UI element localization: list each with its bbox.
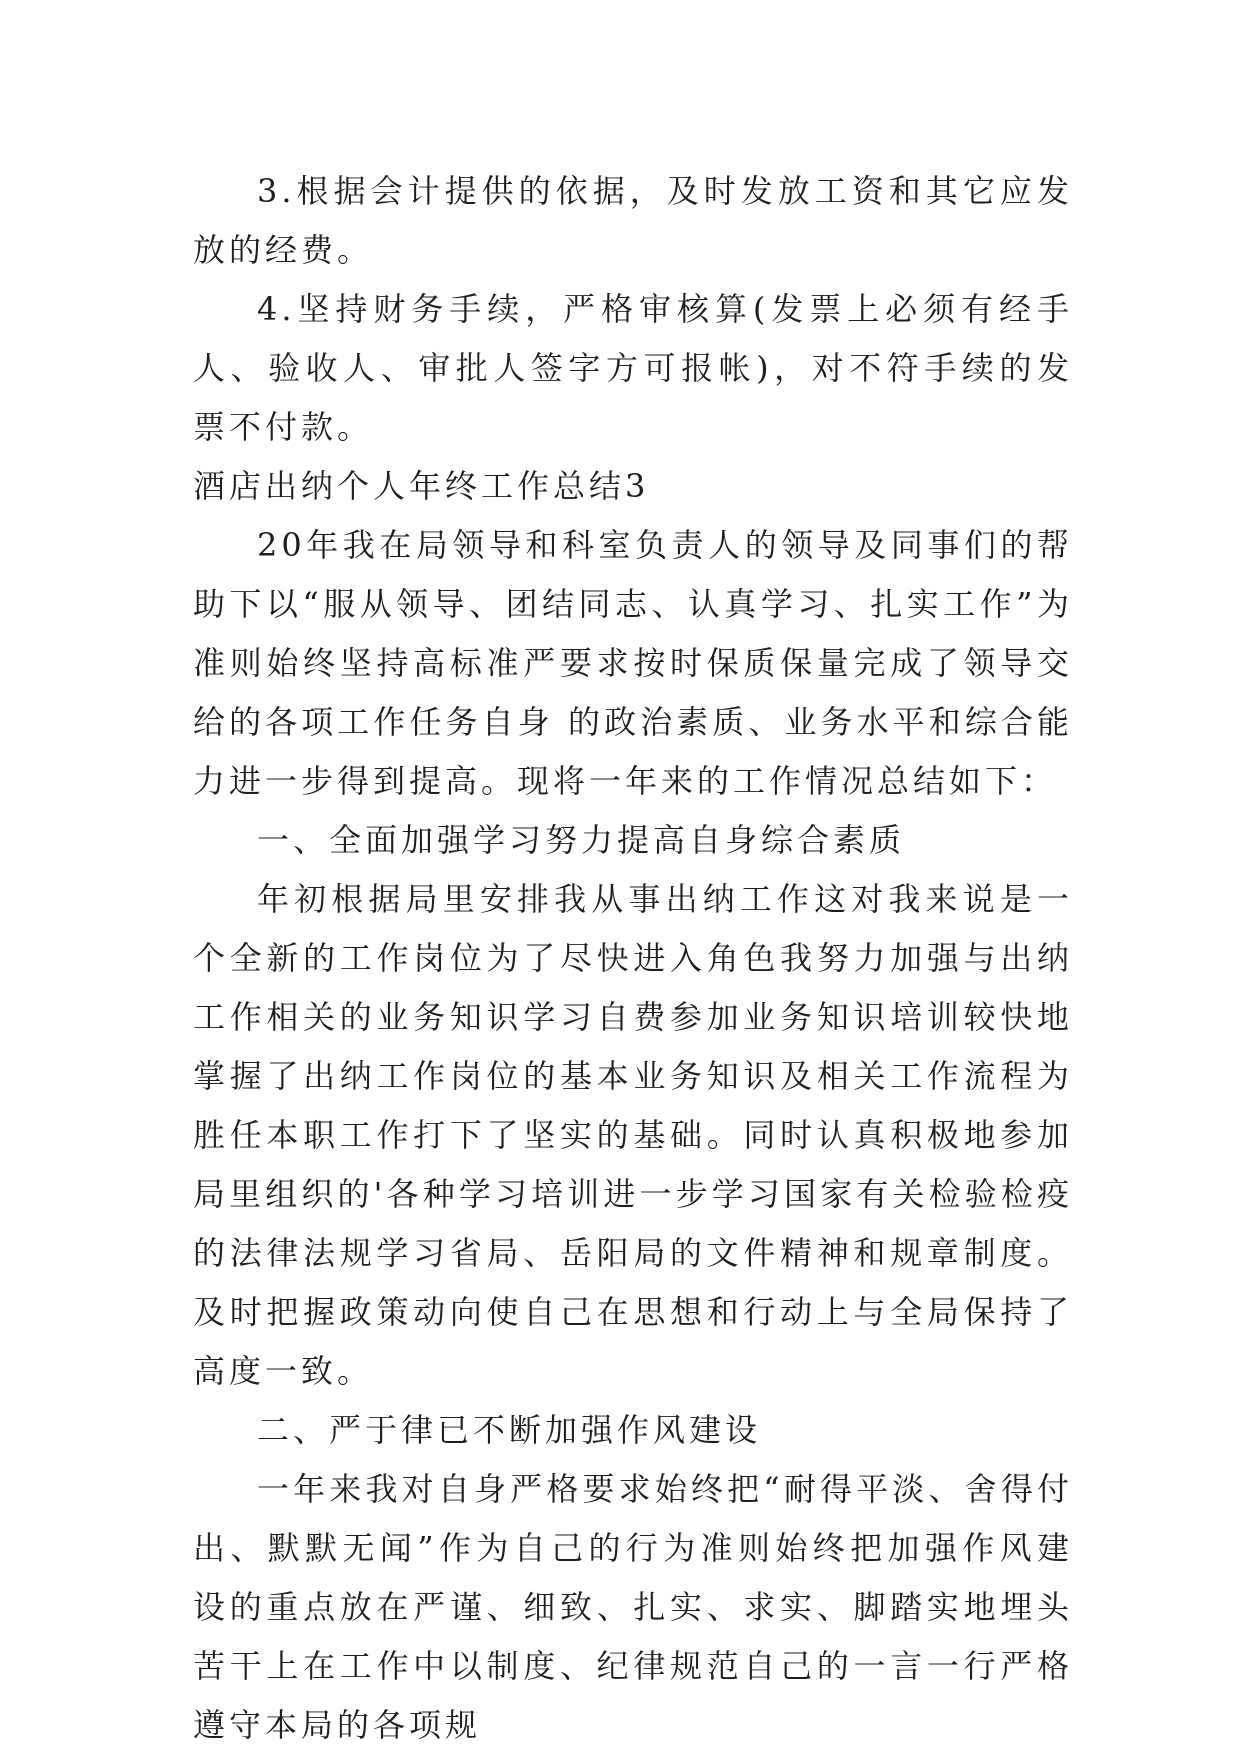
section-heading-2: 二、严于律已不断加强作风建设 [257, 1411, 762, 1449]
section-2-paragraph: 一年来我对自身严格要求始终把“耐得平淡、舍得付出、默默无闻”作为自己的行为准则始终把加强作风建设的重点放在严谨、细致、扎实、求实、脚踏实地埋头苦干上在工作中以制度、纪律规范自己的一言一行严格遵守本局的各项规 [193, 1470, 1073, 1744]
section-title: 酒店出纳个人年终工作总结3 [193, 467, 650, 505]
intro-paragraph: 20年我在局领导和科室负责人的领导及同事们的帮助下以“服从领导、团结同志、认真学习、扎实工作”为准则始终坚持高标准严要求按时保质保量完成了领导交给的各项工作任务自身 的政治素质、业务水平和综合能力进一步得到提高。现将一年来的工作情况总结如下： [193, 526, 1073, 800]
section-heading-1: 一、全面加强学习努力提高自身综合素质 [257, 821, 906, 859]
paragraph-item-4: 4.坚持财务手续，严格审核算(发票上必须有经手人、验收人、审批人签字方可报帐)，对不符手续的发票不付款。 [193, 290, 1073, 446]
paragraph-item-3: 3.根据会计提供的依据，及时发放工资和其它应发放的经费。 [193, 172, 1073, 269]
section-1-paragraph: 年初根据局里安排我从事出纳工作这对我来说是一个全新的工作岗位为了尽快进入角色我努力加强与出纳工作相关的业务知识学习自费参加业务知识培训较快地掌握了出纳工作岗位的基本业务知识及相关工作流程为胜任本职工作打下了坚实的基础。同时认真积极地参加局里组织的'各种学习培训进一步学习国家有关检验检疫的法律法规学习省局、岳阳局的文件精神和规章制度。及时把握政策动向使自己在思想和行动上与全局保持了高度一致。 [193, 880, 1073, 1390]
document-body [193, 162, 1073, 1755]
